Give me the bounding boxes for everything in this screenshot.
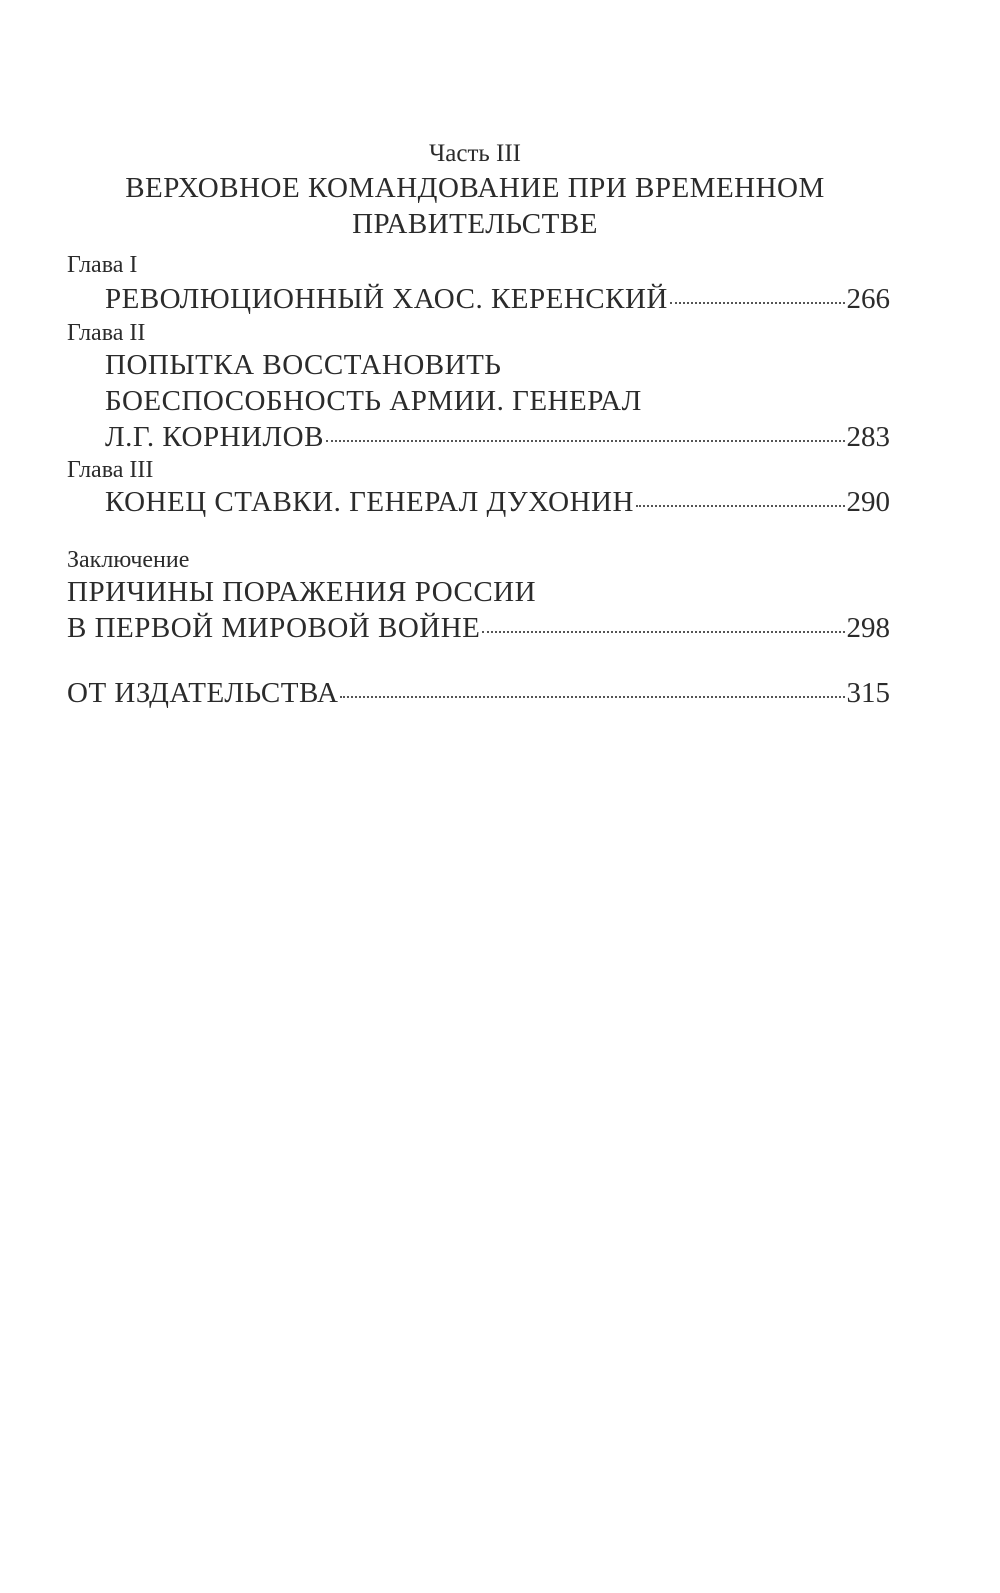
chapter-1-title: РЕВОЛЮЦИОННЫЙ ХАОС. КЕРЕНСКИЙ: [105, 283, 668, 315]
dot-leader: [636, 505, 845, 507]
chapter-3-page: 290: [846, 486, 890, 518]
chapter-1-label: Глава I: [67, 252, 138, 278]
chapter-3-title: КОНЕЦ СТАВКИ. ГЕНЕРАЛ ДУХОНИН: [105, 486, 634, 518]
publisher-note-page: 315: [846, 677, 890, 709]
conclusion-title-line-2: В ПЕРВОЙ МИРОВОЙ ВОЙНЕ: [67, 612, 481, 644]
chapter-2-title-line-2: БОЕСПОСОБНОСТЬ АРМИИ. ГЕНЕРАЛ: [105, 385, 642, 417]
conclusion-title-line-1: ПРИЧИНЫ ПОРАЖЕНИЯ РОССИИ: [67, 576, 537, 608]
toc-entry-chapter-3[interactable]: [105, 484, 890, 520]
conclusion-page: 298: [846, 612, 890, 644]
toc-entry-publisher-note[interactable]: [67, 675, 890, 711]
chapter-2-page: 283: [846, 421, 890, 453]
chapter-1-page: 266: [846, 283, 890, 315]
dot-leader: [670, 302, 845, 304]
chapter-2-label: Глава II: [67, 320, 146, 346]
publisher-note-title: ОТ ИЗДАТЕЛЬСТВА: [67, 677, 339, 709]
conclusion-label: Заключение: [67, 547, 190, 573]
dot-leader: [326, 440, 845, 442]
toc-entry-conclusion[interactable]: [67, 610, 890, 646]
dot-leader: [482, 631, 844, 633]
toc-entry-chapter-1[interactable]: [105, 281, 890, 317]
chapter-3-label: Глава III: [67, 457, 154, 483]
toc-entry-chapter-2[interactable]: [105, 419, 890, 455]
dot-leader: [340, 696, 844, 698]
part-label: Часть III: [429, 140, 521, 167]
part-title: ВЕРХОВНОЕ КОМАНДОВАНИЕ ПРИ ВРЕМЕННОМ ПРАВИТЕЛЬСТВЕ: [125, 172, 825, 240]
chapter-2-title-line-3: Л.Г. КОРНИЛОВ: [105, 421, 324, 453]
chapter-2-title-line-1: ПОПЫТКА ВОССТАНОВИТЬ: [105, 349, 502, 381]
